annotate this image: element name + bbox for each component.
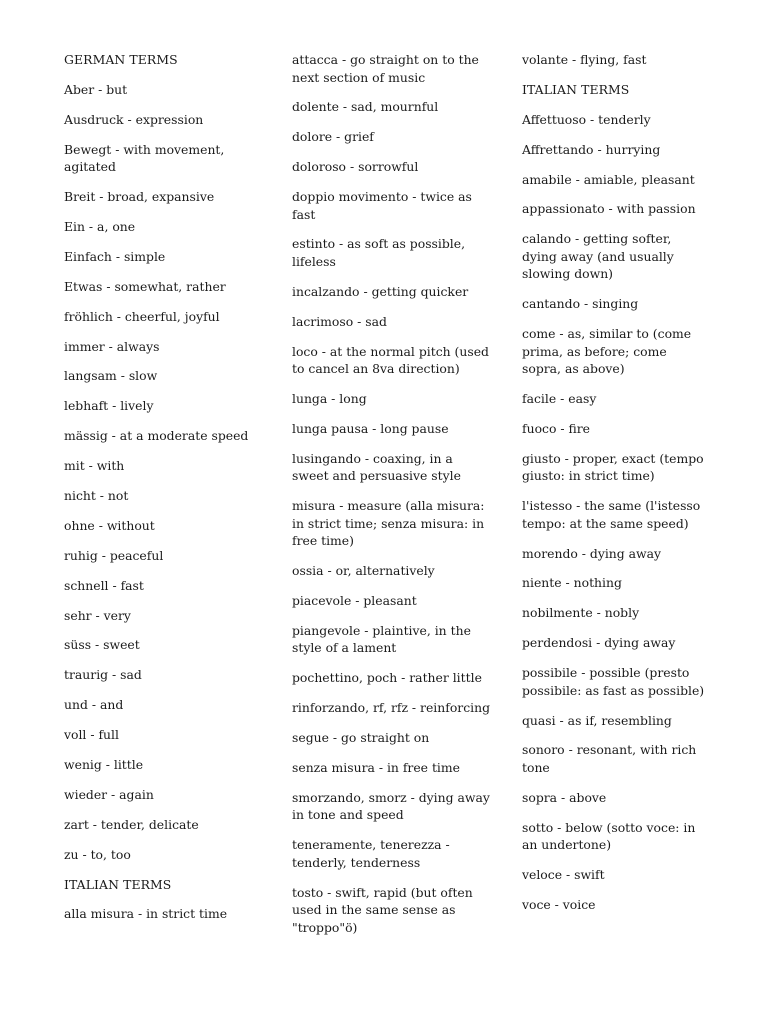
glossary-entry: wieder - again [64, 786, 154, 802]
glossary-entry: rinforzando, rf, rfz - reinforcing [292, 700, 491, 716]
glossary-entry: ruhig - peaceful [64, 547, 164, 563]
glossary-entry: sonoro - resonant, with rich tone [522, 742, 697, 775]
section-heading-italian: ITALIAN TERMS [522, 81, 630, 97]
glossary-entry: ossia - or, alternatively [292, 563, 435, 579]
glossary-entry: mässig - at a moderate speed [64, 428, 249, 444]
glossary-entry: lebhaft - lively [64, 398, 154, 414]
glossary-entry: sotto - below (sotto voce: in an undertone) [522, 819, 696, 853]
glossary-entry: und - and [64, 697, 124, 713]
glossary-entry: dolore - grief [292, 129, 374, 145]
glossary-entry: estinto - as soft as possible, lifeless [292, 236, 466, 269]
glossary-entry: wenig - little [64, 756, 144, 772]
glossary-entry: incalzando - getting quicker [292, 283, 469, 299]
glossary-entry: piacevole - pleasant [292, 592, 417, 608]
glossary-entry: nobilmente - nobly [522, 605, 640, 621]
glossary-entry: come - as, similar to (come prima, as before; come sopra, as above) [522, 326, 692, 377]
glossary-entry: perdendosi - dying away [522, 635, 676, 651]
glossary-entry: dolente - sad, mournful [292, 99, 439, 115]
glossary-entry: lacrimoso - sad [292, 313, 387, 329]
glossary-entry: schnell - fast [64, 577, 144, 593]
column-italian-terms-b [522, 51, 707, 926]
glossary-entry: cantando - singing [522, 296, 639, 312]
glossary-entry: volante - flying, fast [522, 52, 647, 67]
glossary-entry: alla misura - in strict time [64, 906, 228, 922]
glossary-entry: fuoco - fire [522, 420, 591, 436]
glossary-entry: lusingando - coaxing, in a sweet and persuasive style [292, 450, 461, 484]
glossary-entry: doloroso - sorrowful [292, 159, 419, 175]
glossary-entry: mit - with [64, 458, 125, 474]
column-italian-terms-a [292, 51, 492, 948]
glossary-entry: süss - sweet [64, 637, 140, 653]
glossary-entry: morendo - dying away [522, 545, 662, 561]
glossary-entry: Breit - broad, expansive [64, 189, 215, 205]
glossary-entry: misura - measure (alla misura: in strict time; senza misura: in free time) [292, 498, 485, 549]
glossary-entry: facile - easy [522, 391, 597, 407]
glossary-entry: doppio movimento - twice as fast [292, 189, 472, 222]
glossary-entry: voce - voice [522, 896, 596, 912]
glossary-entry: Aber - but [64, 81, 128, 97]
glossary-entry: Etwas - somewhat, rather [64, 278, 226, 294]
glossary-entry: piangevole - plaintive, in the style of a lament [292, 622, 471, 656]
glossary-entry: smorzando, smorz - dying away in tone and speed [292, 789, 490, 823]
glossary-entry: langsam - slow [64, 368, 158, 384]
glossary-entry: veloce - swift [522, 867, 605, 883]
glossary-entry: appassionato - with passion [522, 201, 696, 217]
glossary-entry: possibile - possible (presto possibile: as fast as possible) [522, 665, 705, 698]
glossary-entry: traurig - sad [64, 667, 142, 683]
glossary-entry: tosto - swift, rapid (but often used in the same sense as "troppo"ö) [292, 884, 473, 935]
glossary-entry: lunga - long [292, 391, 367, 407]
glossary-entry: nicht - not [64, 487, 129, 503]
glossary-entry: senza misura - in free time [292, 759, 460, 775]
glossary-entry: Affrettando - hurrying [522, 141, 661, 157]
glossary-entry: amabile - amiable, pleasant [522, 171, 695, 187]
glossary-entry: lunga pausa - long pause [292, 420, 449, 436]
column-german-terms [64, 51, 269, 935]
glossary-entry: sopra - above [522, 789, 607, 805]
glossary-entry: quasi - as if, resembling [522, 712, 672, 728]
glossary-entry: ohne - without [64, 517, 155, 533]
glossary-entry: Ausdruck - expression [64, 111, 204, 127]
glossary-entry: Ein - a, one [64, 218, 136, 234]
glossary-entry: zu - to, too [64, 846, 131, 862]
glossary-entry: zart - tender, delicate [64, 816, 199, 832]
glossary-entry: Einfach - simple [64, 248, 166, 264]
glossary-entry: calando - getting softer, dying away (and usually slowing down) [522, 231, 674, 282]
glossary-entry: fröhlich - cheerful, joyful [64, 308, 220, 324]
glossary-entry: segue - go straight on [292, 730, 430, 746]
glossary-entry: immer - always [64, 338, 160, 354]
glossary-entry: teneramente, tenerezza - tenderly, tenderness [292, 837, 450, 870]
glossary-entry: Bewegt - with movement, agitated [64, 141, 225, 175]
glossary-entry: pochettino, poch - rather little [292, 670, 482, 686]
glossary-entry: sehr - very [64, 607, 131, 623]
section-heading-german: GERMAN TERMS [64, 52, 178, 67]
glossary-entry: l'istesso - the same (l'istesso tempo: at the same speed) [522, 498, 701, 531]
glossary-entry: giusto - proper, exact (tempo giusto: in strict time) [522, 450, 704, 484]
glossary-entry: voll - full [64, 727, 119, 743]
section-heading-italian: ITALIAN TERMS [64, 876, 172, 892]
glossary-entry: loco - at the normal pitch (used to cancel an 8va direction) [292, 343, 489, 377]
glossary-entry: Affettuoso - tenderly [522, 111, 651, 127]
glossary-entry: attacca - go straight on to the next section of music [292, 52, 479, 85]
glossary-entry: niente - nothing [522, 575, 622, 591]
